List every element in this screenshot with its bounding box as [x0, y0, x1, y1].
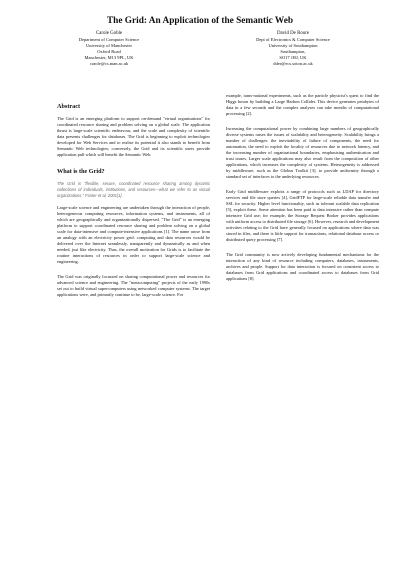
- author-address-line-1: Oxford Road: [97, 48, 121, 54]
- author-address-line-1: Southampton,: [280, 48, 306, 54]
- body-paragraph: example, trans-national experiments, such as the particle physicist's quest to find the Higgs boson by building a Large Hadron Collider. This device generates petabytes of data in a few seconds and the complex analyses can take months of computational processing [2].: [226, 93, 379, 116]
- author-1: [19, 31, 199, 66]
- paper-title: The Grid: An Application of the Semantic Web: [106, 16, 294, 26]
- author-name: David De Roure: [276, 31, 310, 36]
- body-paragraph: The Grid was originally focussed on sharing computational power and resources for advanced science and engineering. The "metacomputing" projects of the early 1990s set out to build virtual supercomputers using networked computer systems. The target applications were, and primarily continue to be, large-scale science. For: [57, 274, 210, 297]
- author-2: [203, 31, 383, 66]
- body-paragraph: Large-scale science and engineering are undertaken through the interaction of people, heterogeneous computing resources, information systems, and instruments, all of which are geographically and organizationally dispersed. "The Grid" is an emerging platform to support coordinated resource sharing and problem solving on a global scale for data-intensive and compute-intensive applications [1]. The name arose from an analogy with an electricity power grid: computing and data resources would be delivered over the Internet seamlessly, transparently and dynamically as and when needed, just like electricity. Thus, the overall motivation for Grids is to facilitate the routine interactions of resources in order to support large-scale science and engineering.: [57, 205, 210, 264]
- body-paragraph: Early Grid middleware exploits a range of protocols such as LDAP for directory services and file store queries [4], GridFTP for large-scale reliable data transfer and SSL for security. Higher level functionality, such as tolerant scalable data replication [5], exploit these. Some attention has been paid to data intensive rather than compute intensive Grid use; for example, the Storage Request Broker provides applications with uniform access to distributed file storage [6]. However, research and development activities relating to the Grid have generally focused on applications where data was stored in files, and there is little support for transactions, relational database access or distributed query processing [7].: [226, 189, 379, 242]
- author-address-line-2: SO17 1BJ, UK: [279, 54, 307, 60]
- left-column: [57, 103, 210, 304]
- author-name: Carole Goble: [95, 31, 123, 36]
- body-paragraph: Increasing the computational power by combining large numbers of geographically diverse systems raises the issues of scalability and heterogeneity. Scalability brings a number of challenges: the inevitability of failure of components, the need for automation, the need to exploit the locality of resources due to network latency, and the increasing number of organisational boundaries, emphasising authentication and trust issues. Larger scale applications may also result from the composition of other applications, which increases the complexity of systems. Heterogeneity is addressed by middleware, such as the Globus Toolkit [3], to provide uniformity through a standard set of interfaces to the underlying resources.: [226, 126, 379, 179]
- author-institution: University of Southampton: [268, 42, 318, 48]
- author-affiliation: Department of Computer Science: [78, 36, 140, 42]
- author-email[interactable]: carole@cs.man.ac.uk: [89, 60, 129, 66]
- author-affiliation: Dept of Electronics & Computer Science: [256, 36, 330, 42]
- author-email[interactable]: dder@ecs.soton.ac.uk: [273, 60, 313, 66]
- abstract-heading: Abstract: [57, 103, 81, 110]
- body-paragraph: The Grid community is now actively developing fundamental mechanisms for the interaction of any kind of resource including computers, databases, instruments, archives and people. Support for data interaction is focused on consistent access to databases from Grid applications and coordinated access to databases from Grid applications [8].: [226, 252, 379, 281]
- foster-quote: The Grid is "flexible, secure, coordinated resource sharing among dynamic collections of individuals, institutions, and resources—what we refer to as virtual organizations." Foster et al, 2001[1].: [57, 181, 210, 198]
- abstract-text: The Grid is an emerging platform to support on-demand "virtual organisations" for coordinated resource sharing and problem solving on a global scale. The application thrust is large-scale scientific endeavour, and the scale and complexity of scientific data presents challenges for databases. The Grid is beginning to exploit technologies developed for Web Services and to realise its potential it also stands to benefit from Semantic Web technologies; conversely, the Grid and its scientific users provide application pull which will benefit the Semantic Web.: [57, 116, 210, 157]
- right-column: [226, 93, 379, 288]
- author-institution: University of Manchester: [86, 42, 132, 48]
- section-heading: What is the Grid?: [57, 168, 105, 175]
- author-address-line-2: Manchester, M13 9PL, UK: [84, 54, 134, 60]
